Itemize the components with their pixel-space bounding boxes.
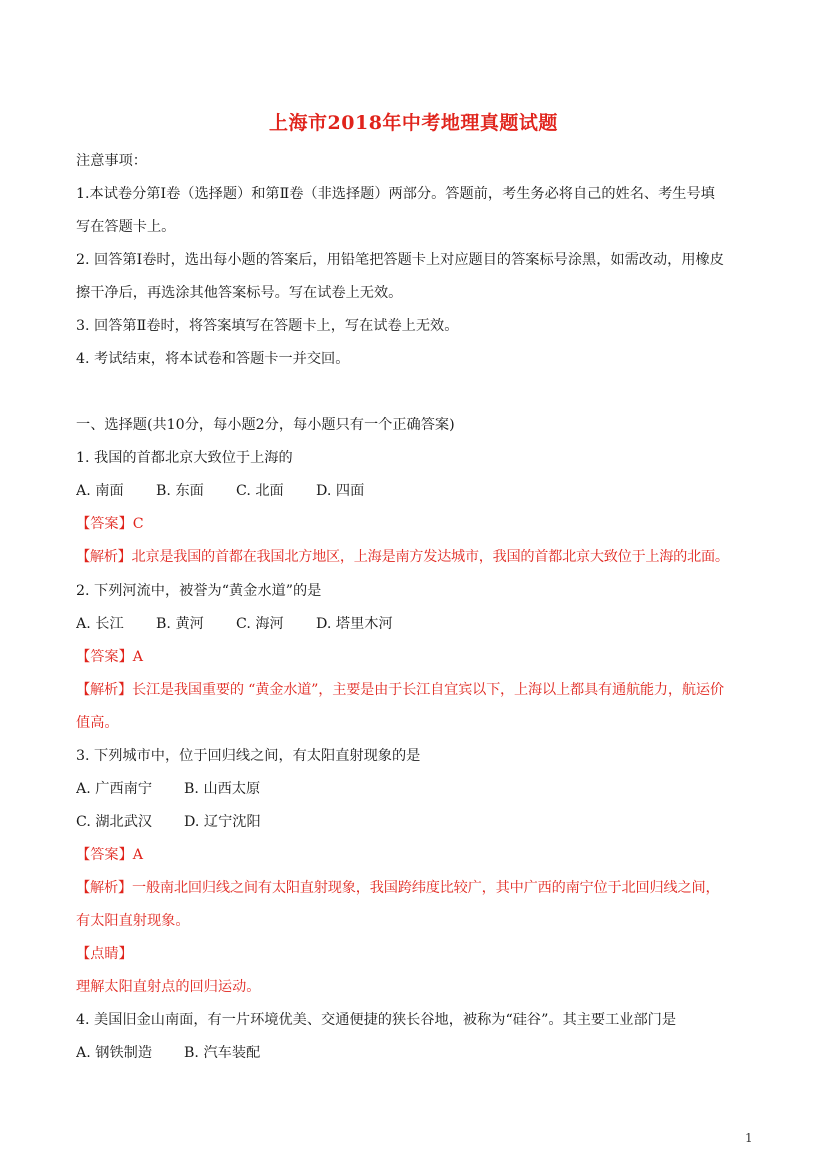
question-3-stem: 3. 下列城市中，位于回归线之间，有太阳直射现象的是 <box>76 748 421 764</box>
question-2-analysis-cont: 值高。 <box>76 715 119 731</box>
question-3-answer: 【答案】A <box>76 847 143 863</box>
question-3-analysis: 【解析】一般南北回归线之间有太阳直射现象，我国跨纬度比较广，其中广西的南宁位于北回归线之间， <box>76 880 720 896</box>
option-b: B. 汽车装配 <box>184 1045 261 1061</box>
notice-item-4: 4. 考试结束，将本试卷和答题卡一并交回。 <box>76 351 350 367</box>
option-a: A. 广西南宁 <box>76 781 153 797</box>
option-d: D. 塔里木河 <box>316 616 393 632</box>
notice-item-3: 3. 回答第Ⅱ卷时，将答案填写在答题卡上，写在试卷上无效。 <box>76 318 459 334</box>
question-3-options-row1 <box>76 779 756 799</box>
question-4-stem: 4. 美国旧金山南面，有一片环境优美、交通便捷的狭长谷地，被称为“硅谷”。其主要工业部门是 <box>76 1012 677 1028</box>
question-1-analysis: 【解析】北京是我国的首都在我国北方地区，上海是南方发达城市，我国的首都北京大致位于上海的北面。 <box>76 549 729 565</box>
question-3-options-row2 <box>76 812 756 832</box>
question-2-answer: 【答案】A <box>76 649 143 665</box>
option-a: A. 长江 <box>76 616 124 632</box>
option-d: D. 辽宁沈阳 <box>184 814 261 830</box>
question-4-options-row1 <box>76 1043 756 1063</box>
notice-heading: 注意事项： <box>76 153 147 169</box>
question-1-answer: 【答案】C <box>76 516 144 532</box>
option-b: B. 东面 <box>156 483 204 499</box>
option-c: C. 北面 <box>236 483 284 499</box>
notice-item-2: 2. 回答第Ⅰ卷时，选出每小题的答案后，用铅笔把答题卡上对应题目的答案标号涂黑，如需改动，用橡皮 <box>76 252 724 268</box>
question-1-options <box>76 481 756 501</box>
notice-item-2-cont: 擦干净后，再选涂其他答案标号。写在试卷上无效。 <box>76 285 403 301</box>
page-number: 1 <box>745 1131 753 1145</box>
option-a: A. 钢铁制造 <box>76 1045 153 1061</box>
option-d: D. 四面 <box>316 483 365 499</box>
option-b: B. 山西太原 <box>184 781 261 797</box>
option-a: A. 南面 <box>76 483 124 499</box>
notice-item-1-cont: 写在答题卡上。 <box>76 219 176 235</box>
option-c: C. 海河 <box>236 616 284 632</box>
page-title: 上海市2018年中考地理真题试题 <box>269 112 558 134</box>
question-3-point: 理解太阳直射点的回归运动。 <box>76 979 261 995</box>
option-b: B. 黄河 <box>156 616 204 632</box>
section-heading: 一、选择题(共10分，每小题2分，每小题只有一个正确答案) <box>76 417 455 433</box>
question-2-options <box>76 614 756 634</box>
notice-item-1: 1.本试卷分第Ⅰ卷（选择题）和第Ⅱ卷（非选择题）两部分。答题前，考生务必将自己的姓名、考生号填 <box>76 186 715 202</box>
option-c: C. 湖北武汉 <box>76 814 153 830</box>
question-2-stem: 2. 下列河流中，被誉为“黄金水道”的是 <box>76 583 322 599</box>
question-1-stem: 1. 我国的首都北京大致位于上海的 <box>76 450 293 466</box>
question-3-analysis-cont: 有太阳直射现象。 <box>76 913 190 929</box>
question-2-analysis: 【解析】长江是我国重要的 “黄金水道”，主要是由于长江自宜宾以下，上海以上都具有通航能力，航运价 <box>76 682 724 698</box>
question-3-point-label: 【点睛】 <box>76 946 133 962</box>
